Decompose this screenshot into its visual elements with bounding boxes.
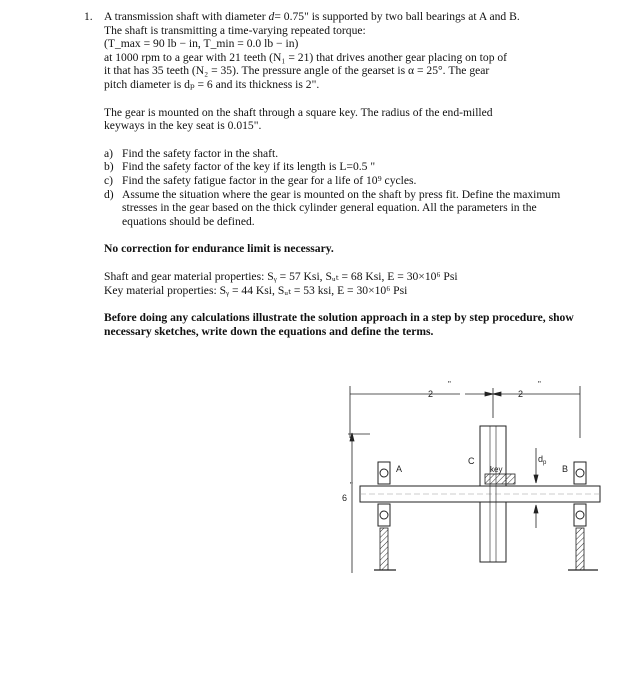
- label-key: key: [490, 465, 503, 474]
- shaft-gear-properties: Shaft and gear material properties: Sᵧ = 57 Ksi, Sᵤₜ = 68 Ksi, E = 30×10⁶ Psi: [104, 269, 458, 283]
- bearing-a: [374, 462, 396, 570]
- label-b: B: [562, 464, 569, 474]
- intro-paragraph: A transmission shaft with diameter d= 0.75" is supported by two ball bearings at A and B. The shaft is transmitting a time-varying repeated torque: (T_max = 90 lb − in, T_min = 0.0 lb − in) at 1000 rpm to a gear with 21 teeth (N₁ = 21) that drives another gear placing on top of it that has 35 teeth (N₂ = 35). The pressure angle of the gearset is α = 25°. The gear pitch diameter is dₚ = 6 and its thickness is 2".: [104, 10, 520, 91]
- question-list: [104, 147, 576, 229]
- dimension-2-left: 2: [428, 389, 434, 399]
- top-dimension: [350, 386, 580, 438]
- question-c: c) Find the safety fatigue factor in the gear for a life of 10⁹ cycles.: [104, 173, 417, 187]
- no-correction-note: No correction for endurance limit is necessary.: [104, 242, 334, 256]
- problem-1: [86, 10, 576, 338]
- problem-number: 1.: [84, 10, 93, 23]
- dimension-6: 6: [342, 493, 348, 503]
- key-properties: Key material properties: Sᵧ = 44 Ksi, Sᵤₜ = 53 ksi, E = 30×10⁶ Psi: [104, 283, 408, 297]
- question-d: d) Assume the situation where the gear is mounted on the shaft by press fit. Define the maximum stresses in the gear based on the thick cylinder general equation. All the parameters in the equations should be defined.: [104, 187, 561, 228]
- torque-expression: (T_max = 90 lb − in, T_min = 0.0 lb − in): [104, 37, 299, 51]
- key-paragraph: The gear is mounted on the shaft through a square key. The radius of the end-milled keyways in the key seat is 0.015".: [104, 105, 493, 133]
- dimension-inch-left: ": [448, 380, 451, 389]
- dimension-inch-right: ": [538, 380, 541, 389]
- shaft-gear-sketch: [330, 378, 610, 580]
- material-properties: [104, 270, 576, 297]
- label-a: A: [396, 464, 403, 474]
- dimension-2-right: 2: [518, 389, 524, 399]
- question-a: a) Find the safety factor in the shaft.: [104, 146, 279, 160]
- bearing-b: [568, 462, 598, 570]
- dimension-6-inch: ": [350, 481, 353, 490]
- gear-diameter-dimension: [348, 433, 370, 573]
- instruction-note: Before doing any calculations illustrate the solution approach in a step by step procedure, show necessary sketches, write down the equations and define the terms.: [104, 311, 574, 338]
- label-dp: $d_p$: [538, 454, 547, 466]
- question-b: b) Find the safety factor of the key if its length is L=0.5 ": [104, 160, 376, 174]
- key: [485, 474, 515, 484]
- label-c: C: [468, 456, 475, 466]
